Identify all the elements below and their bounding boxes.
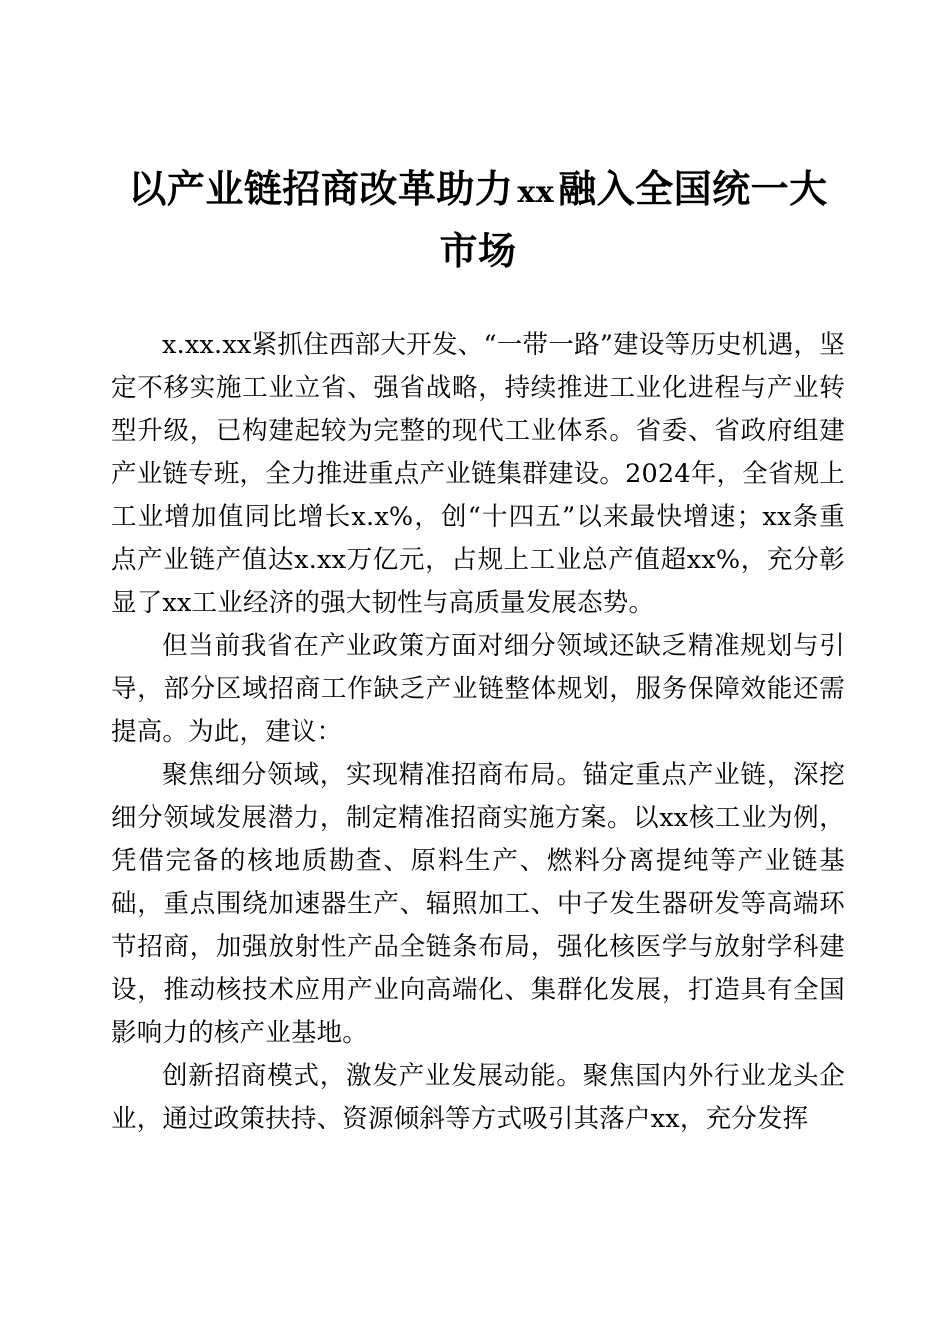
page-title: [111, 0, 845, 280]
page-title-segment-1: 以产业链招商改革助力: [128, 167, 514, 211]
page-title-segment-3: 一大市场: [439, 167, 828, 273]
paragraph-2: 但当前我省在产业政策方面对细分领域还缺乏精准规划与引导，部分区域招商工作缺乏产业链整体规划，服务保障效能还需提高。为此，建议：: [111, 631, 845, 747]
paragraph-3: 聚焦细分领域，实现精准招商布局。锚定重点产业链，深挖细分领域发展潜力，制定精准招商实施方案。以xx核工业为例，凭借完备的核地质勘查、原料生产、燃料分离提纯等产业链基础，重点围绕加速器生产、辐照加工、中子发生器研发等高端环节招商，加强放射性产品全链条布局，强化核医学与放射学科建设，推动核技术应用产业向高端化、集群化发展，打造具有全国影响力的核产业基地。: [111, 760, 845, 1048]
page-title-segment-2: 融入全国统: [558, 167, 751, 211]
document-body: [111, 324, 845, 1141]
page-title-latin-token: xx: [517, 175, 555, 210]
paragraph-1: x.xx.xx紧抓住西部大开发、“一带一路”建设等历史机遇，坚定不移实施工业立省、强省战略，持续推进工业化进程与产业转型升级，已构建起较为完整的现代工业体系。省委、省政府组建产业链专班，全力推进重点产业链集群建设。2024年，全省规上工业增加值同比增长x.x%，创“十四五”以来最快增速；xx条重点产业链产值达x.xx万亿元，占规上工业总产值超xx%，充分彰显了xx工业经济的强大韧性与高质量发展态势。: [111, 330, 845, 618]
paragraph-4: 创新招商模式，激发产业发展动能。聚焦国内外行业龙头企业，通过政策扶持、资源倾斜等方式吸引其落户xx，充分发挥: [111, 1061, 845, 1134]
document-text-column: [111, 0, 845, 1141]
